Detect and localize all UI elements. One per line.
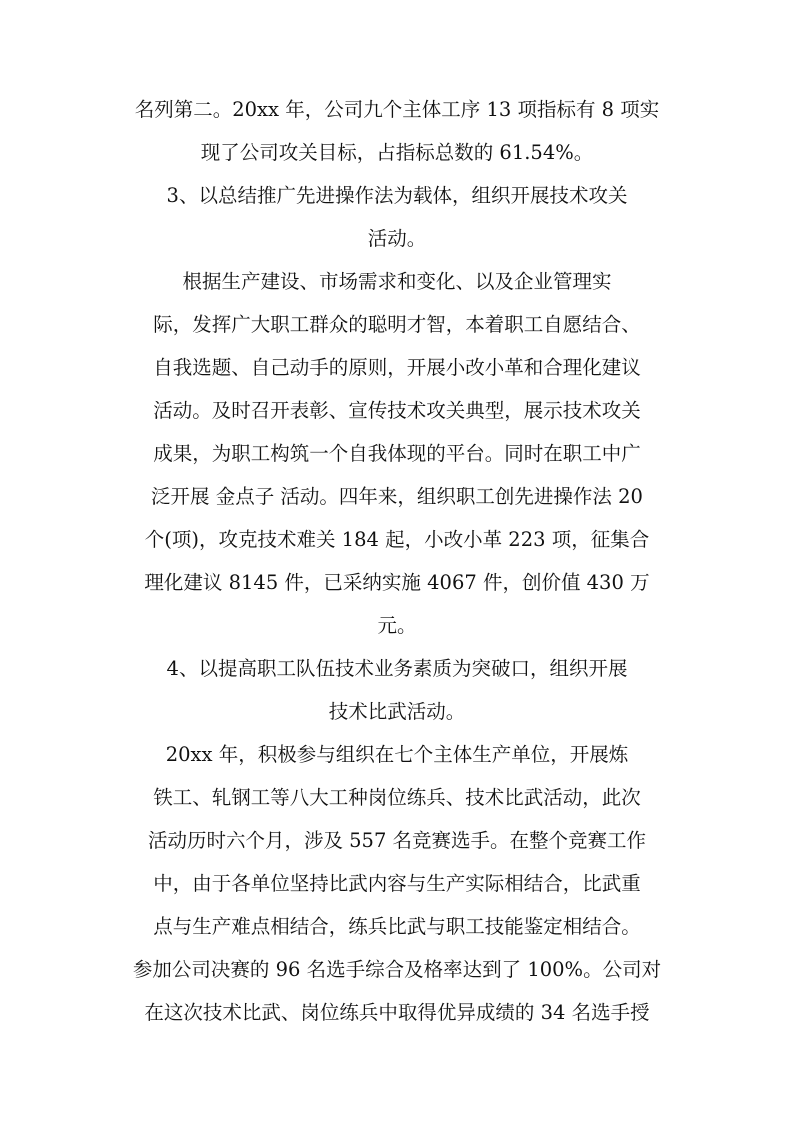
text-line: 泛开展 金点子 活动。四年来，组织职工创先进操作法 20 — [151, 485, 643, 508]
text-line: 活动。 — [367, 227, 427, 250]
text-line: 名列第二。20xx 年，公司九个主体工序 13 项指标有 8 项实 — [134, 98, 660, 121]
text-line: 技术比武活动。 — [328, 700, 466, 723]
text-line: 点与生产难点相结合，练兵比武与职工技能鉴定相结合。 — [153, 915, 641, 938]
text-line: 活动。及时召开表彰、宣传技术攻关典型，展示技术攻关 — [153, 399, 641, 422]
text-line: 参加公司决赛的 96 名选手综合及格率达到了 100%。公司对 — [132, 958, 662, 981]
text-line: 现了公司攻关目标，占指标总数的 61.54%。 — [200, 141, 594, 164]
text-line: 活动历时六个月，涉及 557 名竞赛选手。在整个竞赛工作 — [147, 829, 647, 852]
text-line: 际，发挥广大职工群众的聪明才智，本着职工自愿结合、 — [153, 313, 641, 336]
text-line: 中，由于各单位坚持比武内容与生产实际相结合，比武重 — [153, 872, 641, 895]
text-line: 根据生产建设、市场需求和变化、以及企业管理实 — [182, 270, 612, 293]
text-line: 在这次技术比武、岗位练兵中取得优异成绩的 34 名选手授 — [144, 1001, 650, 1024]
text-line: 理化建议 8145 件，已采纳实施 4067 件，创价值 430 万 — [144, 571, 650, 594]
text-line: 元。 — [377, 614, 417, 637]
text-line: 自我选题、自己动手的原则，开展小改小革和合理化建议 — [153, 356, 641, 379]
text-line: 20xx 年，积极参与组织在七个主体生产单位，开展炼 — [165, 743, 629, 766]
text-line: 4、以提高职工队伍技术业务素质为突破口，组织开展 — [166, 657, 628, 680]
text-line: 个(项)，攻克技术难关 184 起，小改小革 223 项，征集合 — [144, 528, 650, 551]
text-line: 成果，为职工构筑一个自我体现的平台。同时在职工中广 — [153, 442, 641, 465]
text-line: 铁工、轧钢工等八大工种岗位练兵、技术比武活动，此次 — [153, 786, 641, 809]
text-line: 3、以总结推广先进操作法为载体，组织开展技术攻关 — [166, 184, 628, 207]
